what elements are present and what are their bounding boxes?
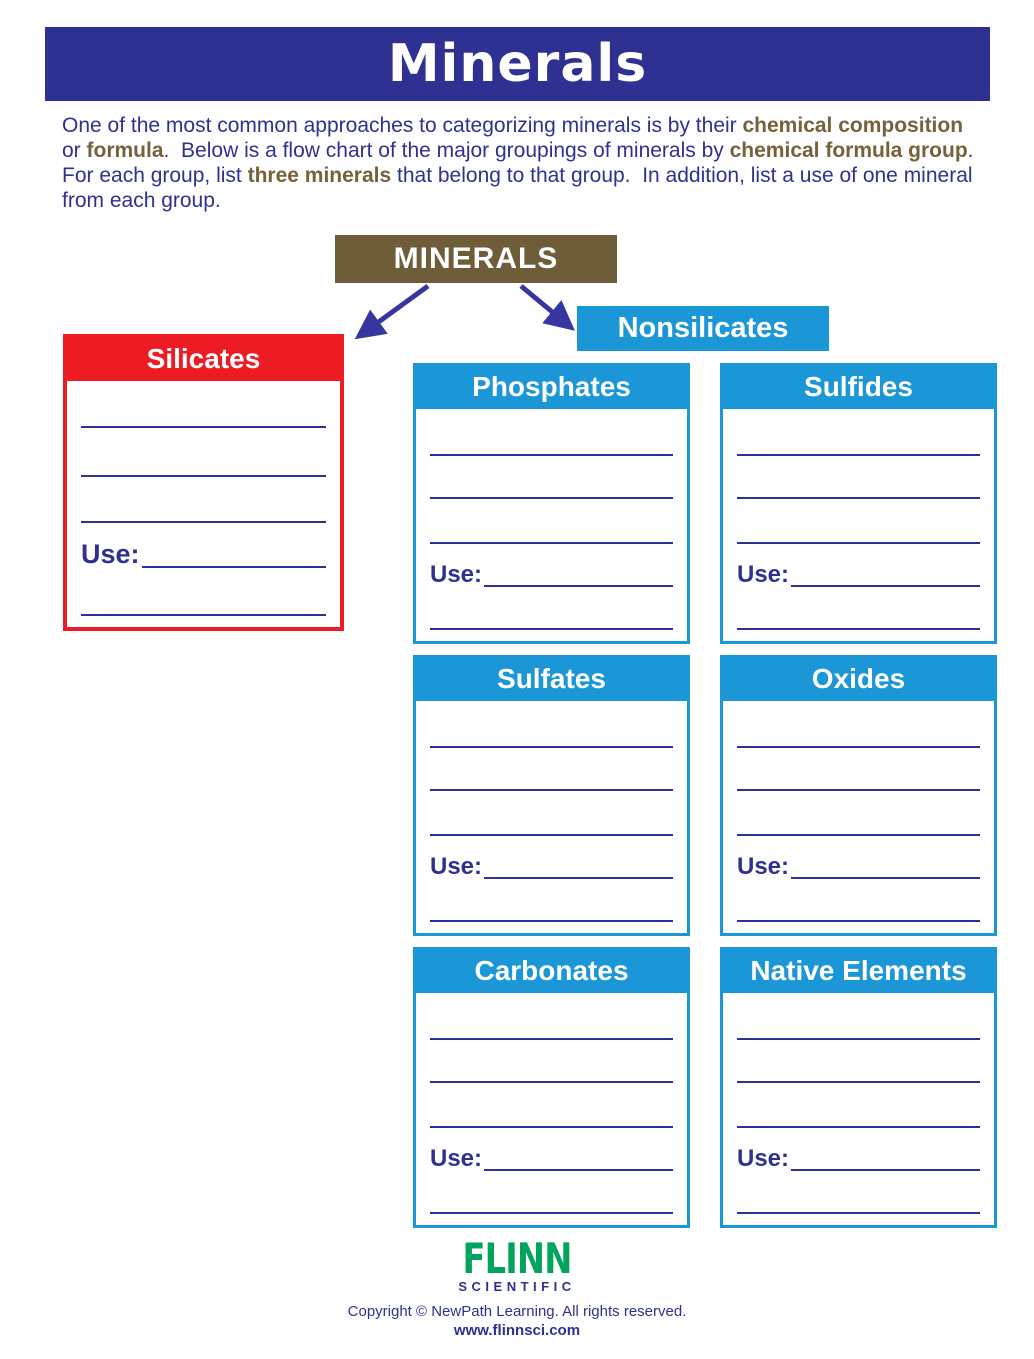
- phosphates-answer-line-2[interactable]: [430, 497, 673, 499]
- sulfates-answer-line-3[interactable]: [430, 834, 673, 836]
- footer: [0, 1234, 1034, 1339]
- oxides-answer-line-2[interactable]: [737, 789, 980, 791]
- native-elements-use-row: [737, 1143, 980, 1171]
- oxides-use-label: Use:: [737, 853, 790, 880]
- carbonates-use-row: [430, 1143, 673, 1171]
- native-elements-answer-line-1[interactable]: [737, 1038, 980, 1040]
- silicates-use-label: Use:: [81, 539, 140, 569]
- flowchart-root-box: [335, 235, 617, 283]
- phosphates-use-label: Use:: [430, 561, 483, 588]
- native-elements-use-label: Use:: [737, 1145, 790, 1172]
- sulfates-answer-line-4[interactable]: [430, 920, 673, 922]
- phosphates-use-row: [430, 559, 673, 587]
- intro-text: . For each group, list: [62, 139, 986, 187]
- group-box-phosphates: [413, 363, 690, 644]
- phosphates-use-answer-line[interactable]: [484, 585, 673, 587]
- sulfates-use-answer-line[interactable]: [484, 877, 673, 879]
- arrow-to-silicates: [362, 286, 428, 334]
- sulfides-answer-line-3[interactable]: [737, 542, 980, 544]
- sulfides-answer-line-4[interactable]: [737, 628, 980, 630]
- group-label-sulfides: Sulfides: [804, 371, 913, 402]
- sulfides-use-label: Use:: [737, 561, 790, 588]
- group-box-oxides: [720, 655, 997, 936]
- sulfides-use-row: [737, 559, 980, 587]
- group-box-sulfides: [720, 363, 997, 644]
- phosphates-answer-line-3[interactable]: [430, 542, 673, 544]
- sulfates-answer-line-2[interactable]: [430, 789, 673, 791]
- group-box-carbonates: [413, 947, 690, 1228]
- oxides-use-row: [737, 851, 980, 879]
- native-elements-use-answer-line[interactable]: [791, 1169, 980, 1171]
- sulfates-use-row: [430, 851, 673, 879]
- intro-text: that belong to that group. In addition, list a use of one mineral from each group.: [62, 164, 979, 212]
- sulfides-answer-line-2[interactable]: [737, 497, 980, 499]
- phosphates-answer-line-4[interactable]: [430, 628, 673, 630]
- carbonates-answer-line-4[interactable]: [430, 1212, 673, 1214]
- phosphates-answer-line-1[interactable]: [430, 454, 673, 456]
- oxides-answer-line-1[interactable]: [737, 746, 980, 748]
- title-banner: [45, 27, 990, 101]
- flinn-logo-scientific: SCIENTIFIC: [458, 1279, 576, 1294]
- carbonates-answer-line-3[interactable]: [430, 1126, 673, 1128]
- native-elements-answer-line-4[interactable]: [737, 1212, 980, 1214]
- group-label-native-elements: Native Elements: [750, 955, 967, 986]
- oxides-answer-line-3[interactable]: [737, 834, 980, 836]
- intro-text: or: [62, 114, 969, 162]
- group-header-sulfides: [722, 365, 995, 409]
- carbonates-use-label: Use:: [430, 1145, 483, 1172]
- sulfides-use-answer-line[interactable]: [791, 585, 980, 587]
- intro-emphasis-text: formula: [86, 139, 164, 162]
- group-header-oxides: [722, 657, 995, 701]
- native-elements-answer-line-3[interactable]: [737, 1126, 980, 1128]
- flinn-logo-wordmark: FLINN: [462, 1234, 572, 1283]
- silicates-header: [66, 337, 341, 381]
- intro-text: One of the most common approaches to categorizing minerals is by their: [62, 114, 743, 137]
- intro-emphasis-text: chemical composition: [742, 114, 964, 137]
- silicates-answer-line-4[interactable]: [81, 614, 326, 616]
- group-label-carbonates: Carbonates: [474, 955, 629, 986]
- sulfides-answer-line-1[interactable]: [737, 454, 980, 456]
- flowchart-root-label: MINERALS: [393, 242, 559, 275]
- intro-emphasis-text: chemical formula group: [729, 139, 968, 162]
- intro-text: . Below is a flow chart of the major groupings of minerals by: [163, 139, 730, 162]
- website-link[interactable]: www.flinnsci.com: [453, 1322, 581, 1339]
- silicates-answer-line-1[interactable]: [81, 426, 326, 428]
- arrow-to-nonsilicates: [521, 286, 568, 325]
- group-label-oxides: Oxides: [811, 663, 906, 694]
- native-elements-answer-line-2[interactable]: [737, 1081, 980, 1083]
- carbonates-answer-line-2[interactable]: [430, 1081, 673, 1083]
- group-box-sulfates: [413, 655, 690, 936]
- sulfates-use-label: Use:: [430, 853, 483, 880]
- intro-emphasis-text: three minerals: [247, 164, 392, 187]
- oxides-answer-line-4[interactable]: [737, 920, 980, 922]
- oxides-use-answer-line[interactable]: [791, 877, 980, 879]
- carbonates-answer-line-1[interactable]: [430, 1038, 673, 1040]
- group-label-phosphates: Phosphates: [472, 371, 631, 402]
- group-header-sulfates: [415, 657, 688, 701]
- silicates-answer-line-2[interactable]: [81, 475, 326, 477]
- silicates-use-row: [81, 536, 326, 568]
- group-header-phosphates: [415, 365, 688, 409]
- nonsilicates-box: [577, 306, 829, 351]
- page-title: Minerals: [387, 34, 648, 94]
- silicates-label: Silicates: [146, 343, 261, 374]
- group-header-carbonates: [415, 949, 688, 993]
- silicates-answer-line-3[interactable]: [81, 521, 326, 523]
- group-header-native-elements: [722, 949, 995, 993]
- intro-paragraph: [62, 113, 984, 213]
- sulfates-answer-line-1[interactable]: [430, 746, 673, 748]
- silicates-use-answer-line[interactable]: [142, 566, 326, 568]
- group-label-sulfates: Sulfates: [497, 663, 606, 694]
- nonsilicates-label: Nonsilicates: [617, 312, 789, 344]
- silicates-box: [63, 334, 344, 631]
- copyright-text: Copyright © NewPath Learning. All rights reserved.: [347, 1303, 687, 1320]
- carbonates-use-answer-line[interactable]: [484, 1169, 673, 1171]
- group-box-native-elements: [720, 947, 997, 1228]
